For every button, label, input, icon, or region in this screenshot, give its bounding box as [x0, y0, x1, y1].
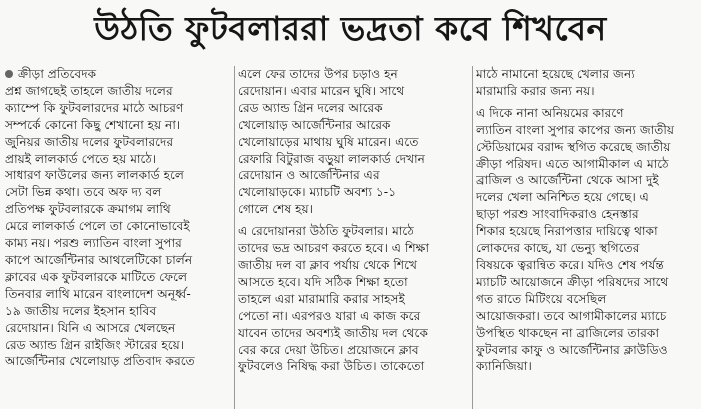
text-line: প্রায়ই লালকার্ড পেতে হয় মাঠে।	[5, 151, 157, 166]
text-line: রেদোয়ান। যিনি এ আসরে খেলছেন	[5, 320, 176, 335]
text-line: ক্যানিজিয়া।	[476, 359, 532, 374]
text-line: গোলে শেষ হয়।	[238, 202, 314, 217]
text-line: সাধারণ ফাউলের জন্য লালকার্ড হলে	[5, 168, 184, 183]
article-column-1	[5, 66, 233, 409]
text-line: শিকার হয়েছে নিরাপত্তার দায়িত্বে থাকা	[476, 224, 658, 239]
text-line: ক্যাম্পে কি ফুটবলারদের মাঠে আচরণ	[5, 100, 184, 115]
text-line: আসতে হবে। যদি সঠিক শিক্ষা হতো	[238, 274, 408, 289]
text-line: প্রশ্ন জাগছেই তাহলে জাতীয় দলের	[5, 83, 173, 98]
text-line: জাতীয় দল বা ক্লাব পর্যায় থেকে শিখে	[238, 257, 418, 272]
text-line: রেড অ্যান্ড গ্রিন রাইজিং স্টারের হয়ে।	[5, 337, 185, 352]
text-line: ব্রাজিল ও আর্জেন্টিনা থেকে আসা দুই	[476, 173, 659, 188]
text-line: রেড অ্যান্ড গ্রিন দলের আরেক	[238, 100, 383, 115]
article-column-3	[476, 66, 700, 409]
text-line: এ রেদোয়ানরা উঠতি ফুটবলার। মাঠে	[238, 224, 414, 239]
column-divider	[472, 66, 473, 409]
text-line: গত রাতে মিটিংয়ে বসেছিল	[476, 291, 607, 306]
text-line: ক্রীড়া পরিষদ। এতে আগামীকাল এ মাঠে	[476, 156, 669, 171]
text-line: আয়োজকরা। তবে আগামীকালের ম্যাচে	[476, 308, 667, 323]
text-line: সেটা ভিন্ন কথা। তবে অফ দ্য বল	[5, 185, 162, 200]
text-line: স্টেডিয়ামের বরাদ্দ স্থগিত করেছে জাতীয়	[476, 139, 671, 154]
text-line: যাবেন তাদের অবশ্যই জাতীয় দল থেকে	[238, 325, 428, 340]
text-line: ১৯ জাতীয় দলের ইহসান হাবিব	[5, 303, 157, 318]
text-line: রেদোয়ান। এবার মারেন ঘুষি। সাথে	[238, 83, 405, 98]
text-line: কাপে আর্জেন্টিনার আথলেটিকো চার্লন	[5, 252, 193, 267]
headline: উঠতি ফুটবলাররা ভদ্রতা কবে শিখবেন	[94, 9, 607, 48]
text-line: লোকদের কাছে, যা ভেন্যু স্থগিতের	[476, 241, 640, 256]
text-line: রেদোয়ান ও আর্জেন্টিনার এর	[238, 168, 380, 183]
text-line: জুনিয়র জাতীয় দলের ফুটবলারদের	[5, 134, 174, 149]
text-line: ছাড়া পরশু সাংবাদিকরাও হেনস্তার	[476, 207, 639, 222]
text-line: এ দিকে নানা অনিয়মের কারণে	[476, 105, 624, 120]
text-line: তাহলে এরা মারামারি করার সাহসই	[238, 291, 405, 306]
text-line: আর্জেন্টিনার খেলোয়াড় প্রতিবাদ করতে	[5, 354, 195, 369]
text-line: খেলোয়াড়কে। ম্যাচটি অবশ্য ১-১	[238, 185, 397, 200]
text-line: প্রতিপক্ষ ফুটবলারকে ক্রমাগম লাথি	[5, 202, 171, 217]
text-line: খেলোয়াড়ের মাথায় ঘুষি মারেন। এতে	[238, 134, 419, 149]
text-line: তিনবার লাথি মারেন বাংলাদেশ অনূর্ধ্ব-	[5, 286, 191, 301]
text-line: বের করে দেয়া উচিত। প্রয়োজনে ক্লাব	[238, 342, 419, 357]
text-line: খেলোয়াড় আর্জেন্টিনার আরেক	[238, 117, 391, 132]
text-line: সম্পর্কে কোনো কিছু শেখানো হয় না।	[5, 117, 181, 132]
text-line: এলে ফের তাদের উপর চড়াও হন	[238, 67, 398, 81]
bullet-icon	[5, 70, 13, 78]
text-line: বিষয়কে ত্বরান্বিত করে। যদিও শেষ পর্যন্ত	[476, 257, 664, 272]
text-line: ক্লাবের এক ফুটবলারকে মাটিতে ফেলে	[5, 269, 188, 284]
text-line: কাম্য নয়। পরশু ল্যাতিন বাংলা সুপার	[5, 236, 182, 251]
col2-lines	[238, 66, 470, 375]
text-line: দলের খেলা অনিশ্চিত হয়ে গেছে। এ	[476, 190, 649, 205]
column-divider	[234, 66, 235, 409]
text-line: ফুটবলেও নিষিদ্ধ করা উচিত। তাকেতো	[238, 359, 425, 374]
byline-text: ক্রীড়া প্রতিবেদক	[18, 67, 97, 81]
article-column-2	[238, 66, 470, 409]
text-line: ফুটবলার কাফু ও আর্জেন্টিনার ক্লাউডিও	[476, 342, 668, 357]
text-line: তাদের ভদ্র আচরণ করতে হবে। এ শিক্ষা	[238, 241, 430, 256]
text-line: মেরে লালকার্ড পেলে তা কোনোভাবেই	[5, 219, 190, 234]
text-line: মারামারি করার জন্য নয়।	[476, 83, 595, 98]
text-line: মাঠে নামানো হয়েছে খেলার জন্য	[476, 67, 635, 81]
byline	[5, 66, 233, 83]
text-line: রেফারি বিটুরাজ বড়ুয়া লালকার্ড দেখান	[238, 151, 425, 166]
text-line: উপস্থিত থাকছেন না ব্রাজিলের তারকা	[476, 325, 659, 340]
text-line: ম্যাচটি আয়োজনে ক্রীড়া পরিষদের সাথে	[476, 274, 669, 289]
text-line: ল্যাতিন বাংলা সুপার কাপের জন্য জাতীয়	[476, 122, 675, 137]
col3-lines	[476, 66, 700, 375]
col1-lines	[5, 83, 233, 370]
text-line: পেতো না। এরপরও যারা এ কাজ করে	[238, 308, 421, 323]
